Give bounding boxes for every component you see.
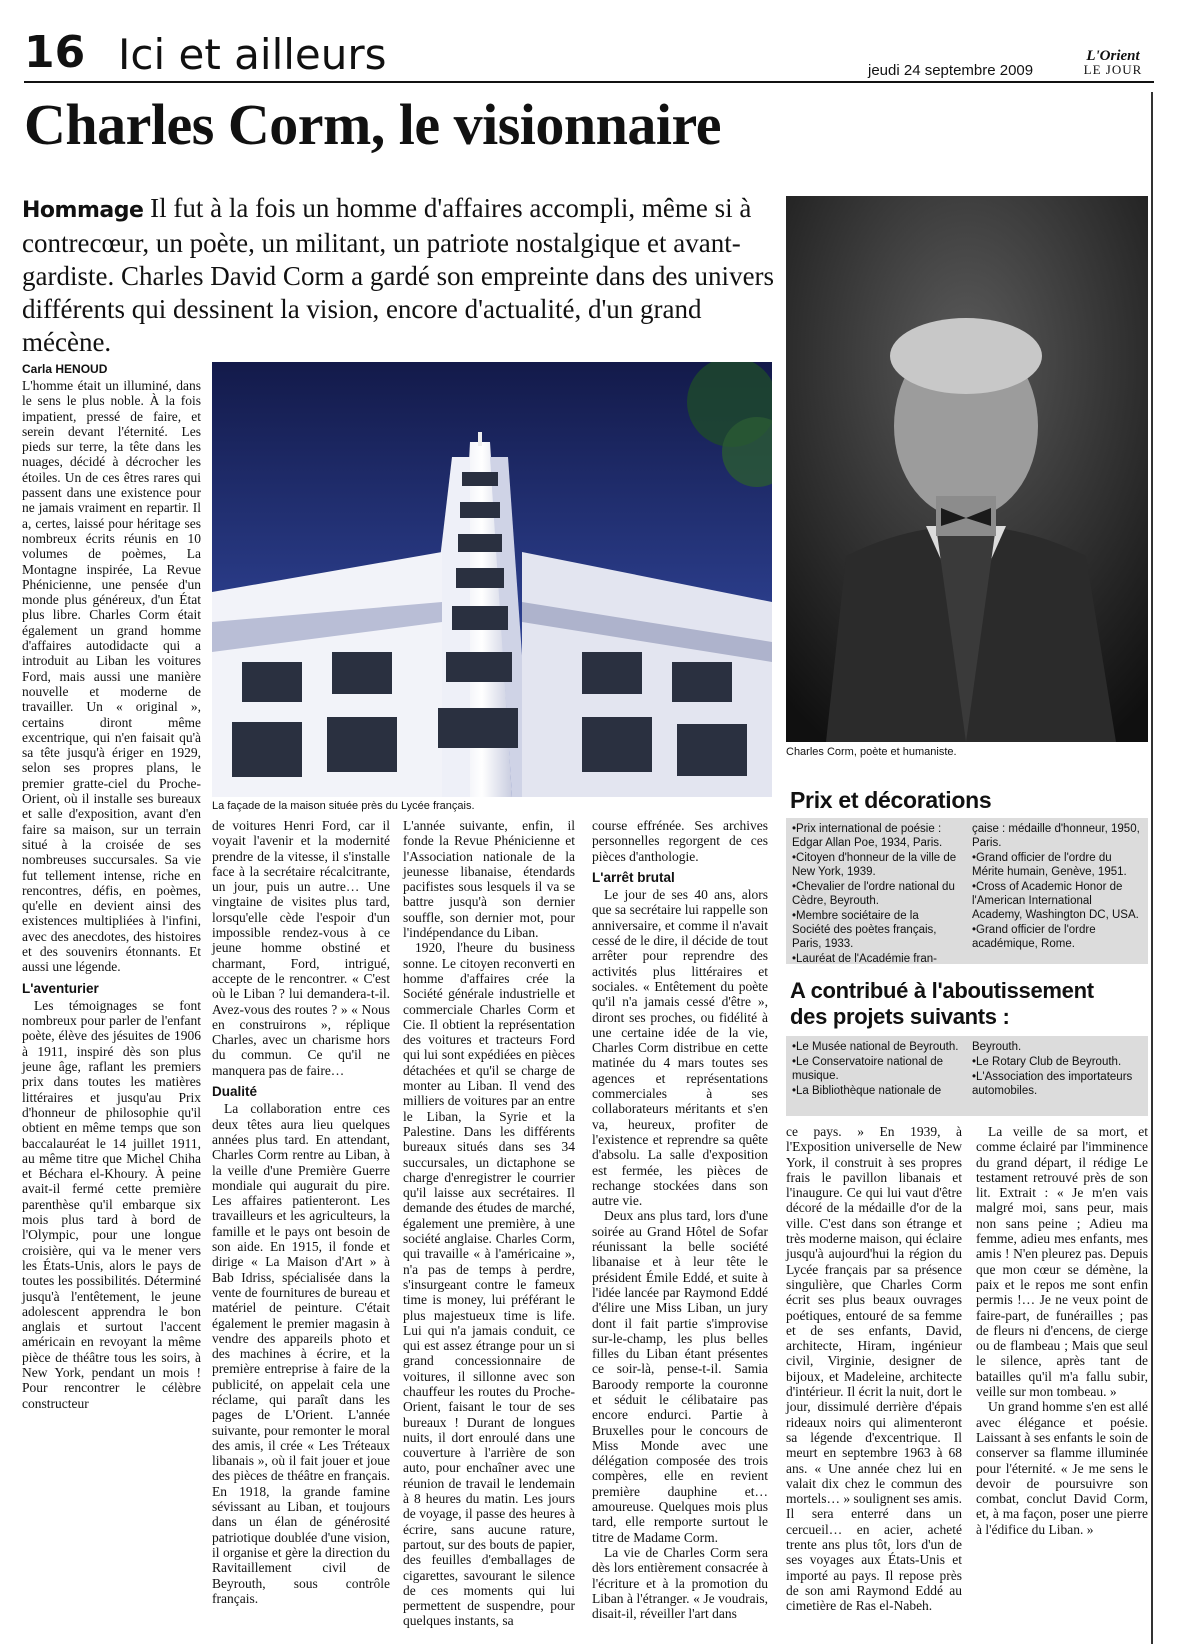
page-header [0, 0, 1179, 84]
paragraph: L'année suivante, enfin, il fonde la Revue Phénicienne et l'Association nationale de la jeunesse libanaise, étendards pacifistes sous lesquels il va se battre jusqu'à son dernier souffle, son dernier mot, pour l'indépendance du Liban. [403, 818, 575, 941]
newspaper-logo [1078, 50, 1148, 76]
projets-title-line1: A contribué à l'aboutissement [790, 978, 1094, 1003]
paragraph: Le jour de ses 40 ans, alors que sa secrétaire lui rappelle son anniversaire, et comme il n'avait cessé de le dire, il décide de tout arrêter pour reprendre des activités plus littéraires et sociales. « Entêtement du poète qu'il n'a jamais cessé d'être », diront ses proches, ou fidélité à une certaine idée de la vie, Charles Corm distribue en cette matinée du 4 mars toutes ses agences et représentations commerciales à ses collaborateurs méritants et s'en va, heureux, profiter de l'existence et reprendre sa quête d'absolu. La salle d'exposition est fermée, les pièces de rechange stockées dans son autre vie. [592, 887, 768, 1209]
list-item: •Prix international de poésie : Edgar Allan Poe, 1934, Paris. [792, 823, 943, 849]
paragraph: course effrénée. Ses archives personnelles regorgent de ces pièces d'anthologie. [592, 818, 768, 864]
list-item: •Grand officier de l'ordre du Mérite humain, Genève, 1951. [972, 852, 1127, 878]
kicker: Hommage [22, 198, 144, 223]
projets-title-line2: des projets suivants : [790, 1004, 1010, 1029]
paragraph: La collaboration entre ces deux têtes aura lieu quelques années plus tard. En attendant, Charles Corm rentre au Liban, à la veille d'une Première Guerre mondiale qui augurait du pire. Les affaires patienteront. Les travailleurs et les agriculteurs, la famille et le pays ont besoin de son aide. En 1915, il fonde et dirige « La Maison d'Art » à Bab Idriss, spécialisée dans la vente de fournitures de bureau et matériel de peinture. C'était également le premier magasin à vendre des appareils photo et des machines à écrire, et la première entreprise à faire de la publicité, on appelait cela une réclame, qui paraît dans les pages de L'Orient. L'année suivante, pour remonter le moral des amis, il crée « Les Tréteaux libanais », où il fait jouer et joue des pièces de théâtre en français. En 1918, la grande famine sévissant au Liban, et toujours dans un élan de générosité patriotique doublée d'une vision, il organise et gère la direction du Ravitaillement civil de Beyrouth, sous contrôle français. [212, 1101, 390, 1606]
projets-box-title [790, 978, 1094, 1030]
list-item: •Membre sociétaire de la Société des poètes français, Paris, 1933. [792, 910, 937, 950]
list-item: •Lauréat de l'Académie fran- [792, 953, 937, 965]
column-5 [786, 1124, 962, 1614]
prix-box-right [972, 822, 1140, 952]
section-rubric: Ici et ailleurs [118, 30, 387, 79]
building-illustration [212, 362, 772, 797]
portrait-illustration [786, 196, 1148, 742]
issue-date: jeudi 24 septembre 2009 [868, 62, 1034, 79]
standfirst-text: Il fut à la fois un homme d'affaires accompli, même si à contrecœur, un poète, un militant, un patriote nostalgique et avant-gardiste. Charles David Corm a gardé son empreinte dans des univers différents qui dessinent la vision, encore d'actualité, d'un grand mécène. [22, 193, 775, 357]
paragraph: L'homme était un illuminé, dans le sens le plus noble. À la fois impatient, pressé de faire, et serein devant l'éternité. Les pieds sur terre, la tête dans les nuages, décidé à décrocher les étoiles. Un de ces êtres rares qui passent dans une existence pour ne jamais vraiment en repartir. Il a, certes, laissé pour héritage ses nombreux écrits réunis en 10 volumes de poèmes, La Montagne inspirée, La Revue Phénicienne, une pensée d'un monde plus généreux, d'un État plus libre. Charles Corm était également un grand homme d'affaires autodidacte qui a introduit au Liban les voitures Ford, mais aussi une manière nouvelle et moderne de travailler. Un « original », certains diront même excentrique, qui n'en faisait qu'à sa tête jusqu'à ériger en 1929, selon ses propres plans, le premier gratte-ciel du Proche-Orient, où il installe ses bureaux et salle d'exposition, avant d'en faire sa maison, sur un terrain situé à la croisée de ses nombreuses succursales. Sa vie fut tellement intense, riche en rencontres, défis, en poèmes, qu'elle en devient ainsi des existences multipliées à l'infini, avec des anecdotes, des histoires et des souvenirs étonnants. Et aussi une légende. [22, 378, 201, 975]
list-item: Beyrouth. [972, 1041, 1022, 1053]
subheading-dualite: Dualité [212, 1084, 258, 1100]
byline: Carla HENOUD [22, 362, 108, 376]
column-4 [592, 818, 768, 1621]
logo-line1: L'Orient [1086, 48, 1140, 64]
list-item: •Le Musée national de Beyrouth. [792, 1041, 959, 1053]
paragraph: ce pays. » En 1939, à l'Exposition universelle de New York, il construit à ses propres frais le pavillon libanais et l'inaugure. Ce qui lui vaut d'être décoré de la médaille d'or de la ville. C'est dans son étrange et très moderne maison, qui éclaire jusqu'à aujourd'hui la région du Lycée français par sa présence singulière, que Charles Corm écrit ses plus beaux ouvrages poétiques, entouré de sa femme et de ses enfants, David, architecte, Hiram, ingénieur civil, Virginie, designer de bijoux, et Madeleine, architecte d'intérieur. Il écrit la nuit, dort le jour, dissimulé derrière d'épais rideaux noirs qui alimenteront sa légende d'excentrique. Il meurt en septembre 1963 à 68 ans. « Une année chez lui en valait dix chez le commun des mortels… » soulignent ses amis. Il sera enterré dans un cercueil… en acier, acheté trente ans plus tôt, lors d'un de ses voyages aux États-Unis et importé au pays. Il repose près de son ami Raymond Eddé au cimetière de Ras el-Nabeh. [786, 1124, 962, 1614]
projets-box-right [972, 1040, 1140, 1099]
paragraph: La vie de Charles Corm sera dès lors entièrement consacrée à l'écriture et à la promotion du Liban à l'étranger. « Je voudrais, disait-il, réveiller l'art dans [592, 1544, 768, 1622]
list-item: çaise : médaille d'honneur, 1950, Paris. [972, 823, 1140, 849]
header-rule [24, 81, 1154, 83]
building-photo [212, 362, 772, 797]
portrait-photo [786, 196, 1148, 742]
column-3 [403, 818, 575, 1629]
portrait-caption: Charles Corm, poète et humaniste. [786, 746, 957, 758]
column-1 [22, 378, 201, 1411]
paragraph: 1920, l'heure du business sonne. Le citoyen reconverti en homme d'affaires crée la Société générale industrielle et commerciale Charles Corm et Cie. Il obtient la représentation des voitures et tracteurs Ford qui lui sont expédiées en pièces détachées et qu'il se charge de monter au Liban. Il vend des milliers de voitures par an entre le Liban, la Syrie et la Palestine. Dans les différents bureaux situés dans ses 34 succursales, un dictaphone se charge d'enregistrer le courrier qu'il laisse aux secrétaires. Il demande des études de marché, également une première, à une société anglaise. Charles Corm, qui travaille « à l'américaine », n'a pas de temps à perdre, s'insurgeant contre le fameux time is money, lui préférant le plus majestueux time is life. Lui qui n'a jamais conduit, ce qui est assez étrange pour un si grand concessionnaire de voitures, il sillonne avec son chauffeur les routes du Proche-Orient, faisant le tour de ses bureaux ! Durant de longues nuits, il dort enroulé dans une couverture à l'arrière de son auto, pour enchaîner avec une réunion de travail le lendemain à 8 heures du matin. Les jours de voyage, il passe des heures à écrire, sans aucune rature, partout, sur des bouts de papier, des feuilles d'emballages de cigarettes, savourant le silence de ces moments qui lui permettent de suspendre, pour quelques instants, sa [403, 940, 575, 1629]
column-2 [212, 818, 390, 1606]
standfirst [22, 192, 782, 359]
list-item: •Grand officier de l'ordre académique, Rome. [972, 924, 1096, 950]
prix-box-title: Prix et décorations [790, 787, 992, 813]
subheading-arret-brutal: L'arrêt brutal [592, 869, 675, 885]
page-number: 16 [24, 27, 86, 78]
prix-box-left [792, 822, 960, 967]
paragraph: Un grand homme s'en est allé avec élégance et poésie. Laissant à ses enfants le soin de conserver sa flamme illuminée pour l'éternité. « Je me sens le devoir de poursuivre son combat, conclut David Corm, et, à ma façon, poser une pierre à l'édifice du Liban. » [976, 1399, 1148, 1537]
headline: Charles Corm, le visionnaire [24, 92, 721, 157]
subheading-aventurier: L'aventurier [22, 980, 99, 996]
list-item: •Cross of Academic Honor de l'American International Academy, Washington DC, USA. [972, 881, 1139, 921]
list-item: •Citoyen d'honneur de la ville de New York, 1939. [792, 852, 957, 878]
building-caption: La façade de la maison située près du Lycée français. [212, 800, 475, 812]
list-item: •Le Conservatoire national de musique. [792, 1056, 944, 1082]
list-item: •La Bibliothèque nationale de [792, 1085, 942, 1097]
paragraph: Les témoignages se font nombreux pour parler de l'enfant poète, élève des jésuites de 1906 à 1911, inspiré dès son plus jeune âge, raflant les premiers prix dans toutes les matières littéraires et jusqu'au Prix d'honneur de philosophie qu'il obtient en même temps que son baccalauréat le 14 juillet 1911, au même titre que Michel Chiha et Béchara el-Khoury. À peine avait-il fermé cette première parenthèse qu'il embarque six mois plus tard à bord de l'Olympic, pour une longue croisière, qui va le mener vers les États-Unis, alors le pays de toutes les possibilités. Déterminé jusqu'à l'entêtement, le jeune adolescent apprendra le bon anglais et surtout l'accent américain en revoyant la même pièce de théâtre tous les soirs, à New York, pendant un mois ! Pour rencontrer le célèbre constructeur [22, 997, 201, 1411]
prix-box [786, 818, 1148, 964]
paragraph: de voitures Henri Ford, car il voyait l'avenir et la modernité prendre de la vitesse, il s'installe face à la secrétaire récalcitrante, un jour, puis un autre… Une vingtaine de visites plus tard, lorsqu'elle cède l'espoir d'un impossible rendez-vous à ce jeune homme obstiné et charmant, Ford, intrigué, accepte de le rencontrer. « C'est où le Liban ? lui demandera-t-il. Avez-vous des routes ? » « Nous en construirons », réplique Charles, avec un charisme hors du commun. Ce qu'il ne manquera pas de faire… [212, 818, 390, 1078]
list-item: •L'Association des importateurs automobiles. [972, 1071, 1133, 1097]
projets-box [786, 1036, 1148, 1116]
list-item: •Le Rotary Club de Beyrouth. [972, 1056, 1122, 1068]
projets-box-left [792, 1040, 960, 1099]
column-6 [976, 1124, 1148, 1537]
list-item: •Chevalier de l'ordre national du Cèdre, Beyrouth. [792, 881, 955, 907]
right-margin-rule [1151, 92, 1153, 1644]
paragraph: La veille de sa mort, et comme éclairé par l'imminence du grand départ, il rédige Le testament retrouvé près de son lit. Extrait : « Je m'en vais malgré moi, sans peur, mais non sans peine ; Adieu ma femme, adieu mes enfants, mes amis ! N'en pleurez pas. Depuis que mon cœur se démène, la paix et le repos me sont enfin permis !… Je ne veux point de faire-part, de funérailles ; pas de fleurs ni d'encens, de cierge ou de flambeau ; Mais que seul le silence, après tant de batailles qu'il m'a fallu subir, veille sur mon tombeau. » [976, 1124, 1148, 1400]
paragraph: Deux ans plus tard, lors d'une soirée au Grand Hôtel de Sofar réunissant la belle société libanaise et à leur tête le président Émile Eddé, et suite à l'idée lancée par Raymond Eddé d'élire une Miss Liban, un jury dont il fait partie s'improvise sur-le-champ, les plus belles filles du Liban étant présentes ce soir-là, pense-t-il. Samia Baroody remporte la couronne et séduit le célibataire pas encore endurci. Partie à Bruxelles pour le concours de Miss Monde avec une délégation composée des trois compères, elle en revient première dauphine et… amoureuse. Quelques mois plus tard, elle remporte surtout le titre de Madame Corm. [592, 1208, 768, 1545]
logo-line2: LE JOUR [1083, 62, 1143, 77]
